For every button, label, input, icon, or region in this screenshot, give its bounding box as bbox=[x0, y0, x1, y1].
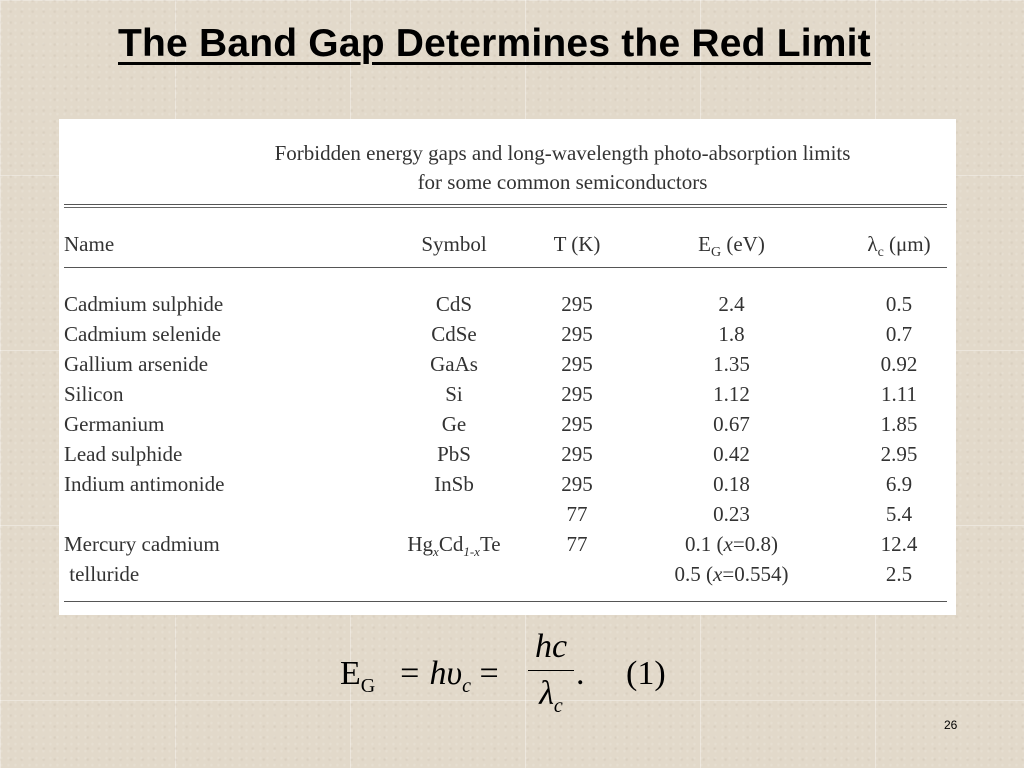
table-row-3-name: Silicon bbox=[64, 382, 124, 406]
hgcdte-x: x bbox=[433, 544, 439, 560]
equation-lhs-sub: G bbox=[360, 674, 376, 697]
page-number: 26 bbox=[944, 718, 958, 732]
table-row-2-temp: 295 bbox=[561, 352, 593, 376]
table-row-8-lc: 12.4 bbox=[880, 532, 918, 556]
header-symbol: Symbol bbox=[421, 232, 487, 256]
equation-fraction bbox=[528, 628, 574, 718]
table-row-3-temp: 295 bbox=[561, 382, 593, 406]
table-row-7-eg: 0.23 bbox=[713, 502, 750, 526]
table-row-2-lc: 0.92 bbox=[880, 352, 918, 376]
hgcdte-hg: Hg bbox=[407, 532, 434, 556]
hgcdte-sub: 1-x bbox=[463, 544, 480, 560]
table-row-5-symbol: PbS bbox=[437, 442, 471, 466]
table-row-0-lc: 0.5 bbox=[885, 292, 913, 316]
equation-denominator bbox=[528, 675, 574, 718]
table-row-6-eg: 0.18 bbox=[713, 472, 750, 496]
table-row-0-name: Cadmium sulphide bbox=[64, 292, 224, 316]
equation-number: (1) bbox=[626, 655, 666, 692]
table-row-3-symbol: Si bbox=[445, 382, 463, 406]
table-row-2-eg: 1.35 bbox=[713, 352, 750, 376]
header-eg-unit: (eV) bbox=[721, 232, 765, 256]
equation-middle-sub: c bbox=[462, 674, 471, 697]
table-row-4-temp: 295 bbox=[561, 412, 593, 436]
table-top-rule bbox=[64, 204, 947, 205]
equation-equals: = bbox=[470, 655, 499, 692]
equation-lhs bbox=[340, 655, 375, 698]
table-row-6-name: Indium antimonide bbox=[64, 472, 225, 496]
equation-denominator-sub: c bbox=[553, 694, 563, 717]
table-row-7-lc: 5.4 bbox=[885, 502, 913, 526]
table-row-1-temp: 295 bbox=[561, 322, 593, 346]
header-lc-unit: (μm) bbox=[883, 232, 931, 256]
table-row-7-temp: 77 bbox=[566, 502, 588, 526]
header-name: Name bbox=[64, 232, 115, 256]
equation-middle bbox=[398, 655, 499, 698]
header-temperature: T (K) bbox=[553, 232, 601, 256]
semiconductor-table bbox=[59, 119, 956, 615]
table-row-4-eg: 0.67 bbox=[713, 412, 750, 436]
table-row-6-symbol: InSb bbox=[434, 472, 474, 496]
equation-fraction-bar bbox=[528, 670, 574, 671]
hgcdte-te: Te bbox=[479, 532, 501, 556]
table-caption bbox=[59, 139, 956, 197]
table-row-9-name: telluride bbox=[64, 562, 140, 586]
header-energy-gap bbox=[654, 232, 809, 261]
table-row-6-lc: 6.9 bbox=[885, 472, 913, 496]
table-row-0-eg: 2.4 bbox=[718, 292, 745, 316]
table-row-4-symbol: Ge bbox=[441, 412, 467, 436]
table-row-1-symbol: CdSe bbox=[431, 322, 477, 346]
table-row-8-symbol bbox=[389, 529, 519, 567]
equation-middle-text: = hυ bbox=[398, 655, 463, 692]
table-row-5-name: Lead sulphide bbox=[64, 442, 183, 466]
table-row-1-eg: 1.8 bbox=[718, 322, 745, 346]
table-row-5-temp: 295 bbox=[561, 442, 593, 466]
table-caption-line1: Forbidden energy gaps and long-wavelength photo-absorption limits bbox=[274, 141, 851, 165]
table-row-3-lc: 1.11 bbox=[881, 382, 917, 406]
table-row-0-temp: 295 bbox=[561, 292, 593, 316]
table-row-2-name: Gallium arsenide bbox=[64, 352, 209, 376]
header-eg-main: E bbox=[698, 232, 711, 256]
table-row-1-lc: 0.7 bbox=[885, 322, 913, 346]
equation-numerator: hc bbox=[534, 628, 568, 665]
table-bottom-rule bbox=[64, 601, 947, 602]
band-gap-equation bbox=[340, 628, 680, 728]
table-row-5-eg: 0.42 bbox=[713, 442, 750, 466]
table-top-rule-2 bbox=[64, 207, 947, 208]
table-row-4-name: Germanium bbox=[64, 412, 165, 436]
equation-period: . bbox=[576, 655, 585, 692]
table-row-5-lc: 2.95 bbox=[880, 442, 918, 466]
table-caption-line2: for some common semiconductors bbox=[417, 170, 708, 194]
equation-denominator-main: λ bbox=[539, 675, 554, 712]
table-row-8-temp: 77 bbox=[566, 532, 588, 556]
header-rule bbox=[64, 267, 947, 268]
table-row-9-eg: 0.5 (x=0.554) bbox=[674, 562, 789, 586]
table-row-0-symbol: CdS bbox=[435, 292, 473, 316]
header-lc-sub: c bbox=[877, 245, 884, 261]
slide-title: The Band Gap Determines the Red Limit bbox=[118, 22, 871, 65]
table-row-8-eg: 0.1 (x=0.8) bbox=[685, 532, 778, 556]
header-lc-main: λ bbox=[867, 232, 878, 256]
table-row-4-lc: 1.85 bbox=[880, 412, 918, 436]
header-eg-sub: G bbox=[710, 245, 722, 261]
hgcdte-cd: Cd bbox=[438, 532, 464, 556]
table-row-1-name: Cadmium selenide bbox=[64, 322, 221, 346]
table-row-8-name: Mercury cadmium bbox=[64, 532, 220, 556]
table-row-6-temp: 295 bbox=[561, 472, 593, 496]
table-row-2-symbol: GaAs bbox=[430, 352, 478, 376]
table-row-9-lc: 2.5 bbox=[885, 562, 913, 586]
equation-lhs-main: E bbox=[340, 655, 361, 692]
table-row-3-eg: 1.12 bbox=[713, 382, 750, 406]
header-cutoff-wavelength bbox=[834, 232, 964, 261]
